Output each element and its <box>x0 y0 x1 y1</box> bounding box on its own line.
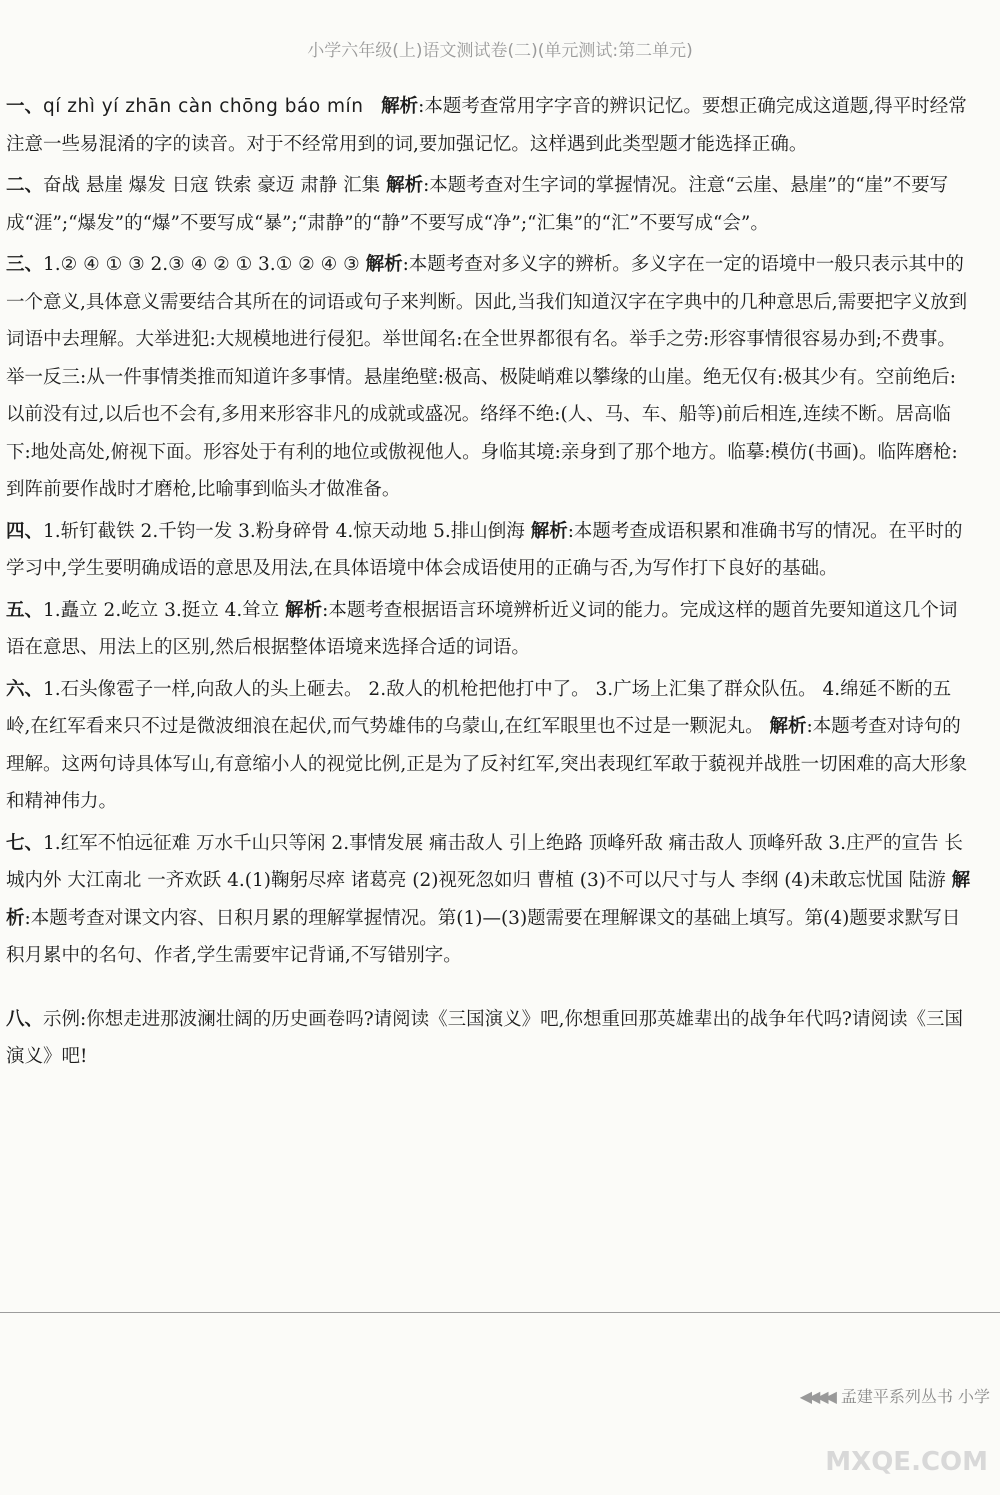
section-label: 四、 <box>6 520 44 542</box>
analysis-label: 解析 <box>769 716 807 737</box>
section-2 <box>6 167 974 242</box>
answer-text: 1.矗立 2.屹立 3.挺立 4.耸立 <box>43 599 286 621</box>
answer-content <box>6 88 974 1080</box>
answer-text: 1.石头像雹子一样,向敌人的头上砸去。 2.敌人的机枪把他打中了。 3.广场上汇集了群众队伍。 4.绵延不断的五岭,在红军看来只不过是微波细浪在起伏,而气势雄伟的乌蒙山,在红军眼里也不过是一颗泥丸。 <box>6 678 952 737</box>
answer-text: 示例:你想走进那波澜壮阔的历史画卷吗?请阅读《三国演义》吧,你想重回那英雄辈出的战争年代吗?请阅读《三国演义》吧! <box>6 1008 963 1067</box>
section-label: 一、 <box>6 96 44 117</box>
answer-text: 1.② ④ ① ③ 2.③ ④ ② ① 3.① ② ④ ③ <box>43 254 366 275</box>
analysis-text: :本题考查对生字词的掌握情况。注意“云崖、悬崖”的“崖”不要写成“涯”;“爆发”的“爆”不要写成“暴”;“肃静”的“静”不要写成“净”;“汇集”的“汇”不要写成“会”。 <box>6 175 949 234</box>
footer-text: 孟建平系列丛书 小学 <box>840 1387 990 1406</box>
section-label: 八、 <box>6 1008 44 1030</box>
analysis-text: :本题考查根据语言环境辨析近义词的能力。完成这样的题首先要知道这几个词语在意思、用法上的区别,然后根据整体语境来选择合适的词语。 <box>6 599 958 658</box>
analysis-label: 解析 <box>365 254 403 275</box>
section-label: 七、 <box>6 832 44 854</box>
analysis-text: :本题考查对诗句的理解。这两句诗具体写山,有意缩小人的视觉比例,正是为了反衬红军,突出表现红军敢于藐视并战胜一切困难的高大形象和精神伟力。 <box>6 716 968 812</box>
analysis-label: 解析 <box>6 870 971 929</box>
analysis-label: 解析 <box>386 175 424 196</box>
divider-line <box>0 1312 1000 1313</box>
answer-text: 奋战 悬崖 爆发 日寇 铁索 豪迈 肃静 汇集 <box>43 175 387 196</box>
section-label: 三、 <box>6 254 44 275</box>
analysis-text: :本题考查对多义字的辨析。多义字在一定的语境中一般只表示其中的一个意义,具体意义需要结合其所在的词语或句子来判断。因此,当我们知道汉字在字典中的几种意思后,需要把字义放到词语中去理解。大举进犯:大规模地进行侵犯。举世闻名:在全世界都很有名。举手之劳:形容事情很容易办到;不费事。举一反三:从一件事情类推而知道许多事情。悬崖绝壁:极高、极陡峭难以攀缘的山崖。绝无仅有:极其少有。空前绝后:以前没有过,以后也不会有,多用来形容非凡的成就或盛况。络绎不绝:(人、马、车、船等)前后相连,连续不断。居高临下:地处高处,俯视下面。形容处于有利的地位或傲视他人。身临其境:亲身到了那个地方。临摹:模仿(书画)。临阵磨枪:到阵前要作战时才磨枪,比喻事到临头才做准备。 <box>6 254 968 500</box>
section-1 <box>6 88 974 163</box>
answer-text: 1.斩钉截铁 2.千钧一发 3.粉身碎骨 4.惊天动地 5.排山倒海 <box>43 520 531 542</box>
section-7 <box>6 825 974 975</box>
section-8 <box>6 1001 974 1076</box>
page-header: 小学六年级(上)语文测试卷(二)(单元测试:第二单元) <box>307 41 693 61</box>
pinyin-answer: qí zhì yí zhān càn chōng báo mín <box>43 96 364 117</box>
site-watermark: MXQE.COM <box>825 1447 988 1477</box>
section-5 <box>6 592 974 667</box>
page-footer <box>800 1384 990 1407</box>
section-label: 六、 <box>6 678 44 700</box>
analysis-text: :本题考查对课文内容、日积月累的理解掌握情况。第(1)—(3)题需要在理解课文的基础上填写。第(4)题要求默写日积月累中的名句、作者,学生需要牢记背诵,不写错别字。 <box>6 907 961 966</box>
analysis-label: 解析 <box>285 599 323 621</box>
analysis-label: 解析 <box>530 520 568 542</box>
arrow-icon: ◀◀◀◀ <box>799 1387 833 1406</box>
analysis-label: 解析 <box>381 96 419 117</box>
section-4 <box>6 513 974 588</box>
section-label: 二、 <box>6 175 44 196</box>
analysis-text: :本题考查常用字字音的辨识记忆。要想正确完成这道题,得平时经常注意一些易混淆的字的读音。对于不经常用到的词,要加强记忆。这样遇到此类型题才能选择正确。 <box>6 96 967 155</box>
section-6 <box>6 671 974 821</box>
section-3 <box>6 246 974 509</box>
answer-text: 1.红军不怕远征难 万水千山只等闲 2.事情发展 痛击敌人 引上绝路 顶峰歼敌 痛击敌人 顶峰歼敌 3.庄严的宣告 长城内外 大江南北 一齐欢跃 4.(1)鞠躬尽瘁 诸葛亮 (2)视死忽如归 曹植 (3)不可以尺寸与人 李纲 (4)未敢忘忧国 陆游 <box>6 832 963 891</box>
section-label: 五、 <box>6 599 44 621</box>
analysis-text: :本题考查成语积累和准确书写的情况。在平时的学习中,学生要明确成语的意思及用法,在具体语境中体会成语使用的正确与否,为写作打下良好的基础。 <box>6 520 963 579</box>
